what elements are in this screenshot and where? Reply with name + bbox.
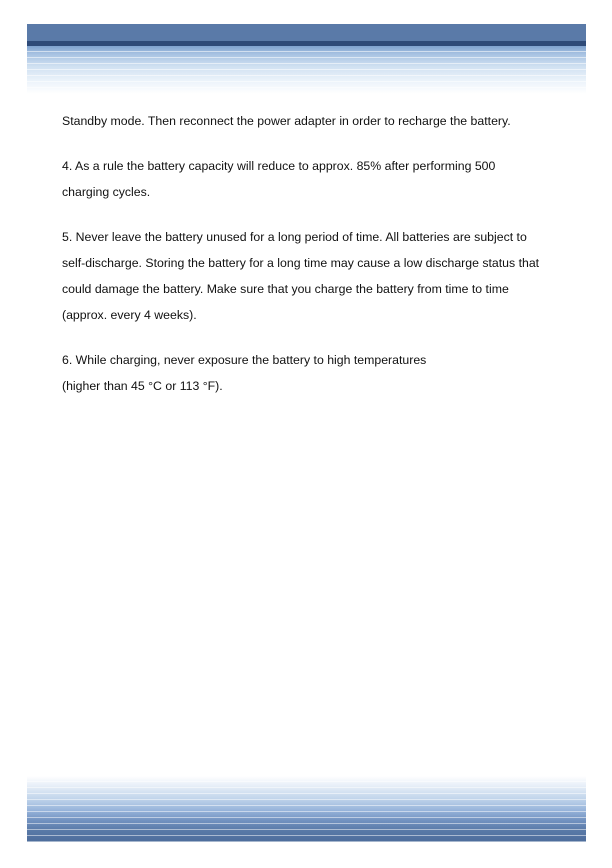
paragraph-standby: Standby mode. Then reconnect the power adapter in order to recharge the battery. — [62, 114, 511, 128]
paragraph-charging-temperature — [62, 347, 542, 399]
paragraph-self-discharge: 5. Never leave the battery unused for a long period of time. All batteries are subject to self-discharge. Storing the battery for a long time may cause a low discharge status that could damage the battery. Make sure that you charge the battery from time to time (approx. every 4 weeks). — [62, 230, 540, 322]
paragraph-charging-temperature-line2: (higher than 45 °C or 113 °F). — [62, 379, 223, 393]
footer-stripes — [27, 776, 586, 842]
paragraph-battery-capacity: 4. As a rule the battery capacity will reduce to approx. 85% after performing 500 charging cycles. — [62, 159, 496, 199]
header-stripes — [27, 46, 586, 94]
document-body — [62, 108, 542, 418]
paragraph-charging-temperature-line1: 6. While charging, never exposure the battery to high temperatures — [62, 353, 427, 367]
